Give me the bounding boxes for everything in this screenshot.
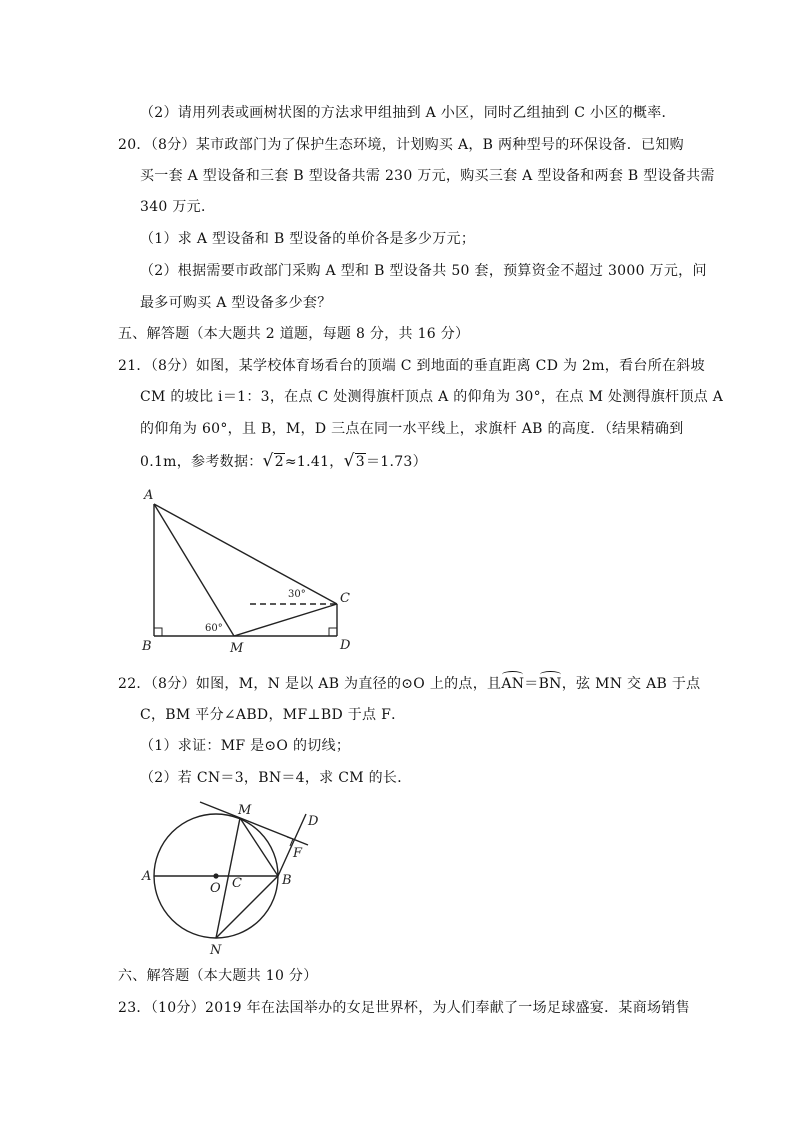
q20-part2-line1: （2）根据需要市政部门采购 A 型和 B 型设备共 50 套，预算资金不超过 3000 万元，问 <box>140 263 707 279</box>
right-angle-mark-b <box>154 628 162 636</box>
arc-equals: ＝ <box>524 676 539 692</box>
q23-line1: 23．（10分）2019 年在法国举办的女足世界杯，为人们奉献了一场足球盛宴．某商场销售 <box>118 1000 690 1016</box>
sqrt2-radicand: 2 <box>274 454 284 470</box>
ray-bd <box>278 814 306 876</box>
label-d: D <box>340 638 351 653</box>
q21-line4 <box>140 451 427 472</box>
q22-line2: C，BM 平分∠ABD，MF⊥BD 于点 F． <box>140 707 406 723</box>
angle-60-label: 60° <box>205 623 223 634</box>
q21-line4-prefix: 0.1m，参考数据： <box>140 454 263 470</box>
sqrt2: √2 <box>262 451 284 471</box>
chord-nb <box>216 876 278 938</box>
segment-mc <box>234 604 337 636</box>
q22-part1: （1）求证：MF 是⊙O 的切线； <box>140 738 351 754</box>
arc-an: AN <box>501 676 525 692</box>
q22-line1-suffix: ，弦 MN 交 AB 于点 <box>561 676 701 692</box>
sqrt2-value: ≈1.41， <box>284 454 344 470</box>
label-c: C <box>232 876 242 891</box>
label-o: O <box>210 881 221 896</box>
label-m: M <box>230 641 244 656</box>
q22-part2: （2）若 CN＝3，BN＝4，求 CM 的长． <box>140 770 412 786</box>
q21-figure <box>138 484 358 659</box>
q20-part2-line2: 最多可购买 A 型设备多少套？ <box>140 295 332 311</box>
label-n: N <box>210 943 222 958</box>
label-m: M <box>238 803 252 818</box>
q22-line1 <box>118 674 700 694</box>
q20-line3: 340 万元． <box>140 199 216 215</box>
arc-bn: BN <box>538 676 562 692</box>
section6-title: 六、解答题（本大题共 10 分） <box>118 968 318 984</box>
q20-line2: 买一套 A 型设备和三套 B 型设备共需 230 万元，购买三套 A 型设备和两套 B 型设备共需 <box>140 168 715 184</box>
q21-line1: 21．（8分）如图，某学校体育场看台的顶端 C 到地面的垂直距离 CD 为 2m，看台所在斜坡 <box>118 358 705 374</box>
angle-30-label: 30° <box>288 589 306 600</box>
sqrt3-value: ＝1.73） <box>365 454 427 470</box>
segment-am <box>154 504 234 636</box>
q20-part1: （1）求 A 型设备和 B 型设备的单价各是多少万元； <box>140 231 476 247</box>
center-dot-o <box>213 873 218 878</box>
label-b: B <box>282 873 292 888</box>
q20-line1: 20．（8分）某市政部门为了保护生态环境，计划购买 A，B 两种型号的环保设备．已知购 <box>118 137 684 153</box>
section5-title: 五、解答题（本大题共 2 道题，每题 8 分，共 16 分） <box>118 326 470 342</box>
q22-line1-prefix: 22．（8分）如图，M，N 是以 AB 为直径的⊙O 上的点，且 <box>118 676 502 692</box>
label-f: F <box>293 846 303 861</box>
label-d: D <box>308 814 319 829</box>
sqrt3-radicand: 3 <box>355 454 365 470</box>
sqrt3: √3 <box>343 451 365 471</box>
q21-line3: 的仰角为 60°，且 B，M，D 三点在同一水平线上，求旗杆 AB 的高度．（结果精确到 <box>140 421 684 437</box>
label-a: A <box>144 488 154 503</box>
right-angle-mark-d <box>329 628 337 636</box>
q22-figure <box>138 800 338 960</box>
q21-line2: CM 的坡比 i＝1：3，在点 C 处测得旗杆顶点 A 的仰角为 30°，在点 M 处测得旗杆顶点 A <box>140 389 724 405</box>
segment-ac <box>154 504 337 604</box>
label-a: A <box>142 869 152 884</box>
label-b: B <box>142 639 152 654</box>
chord-mb <box>240 818 278 876</box>
q19-part2: （2）请用列表或画树状图的方法求甲组抽到 A 小区，同时乙组抽到 C 小区的概率． <box>140 105 676 121</box>
label-c: C <box>340 591 350 606</box>
